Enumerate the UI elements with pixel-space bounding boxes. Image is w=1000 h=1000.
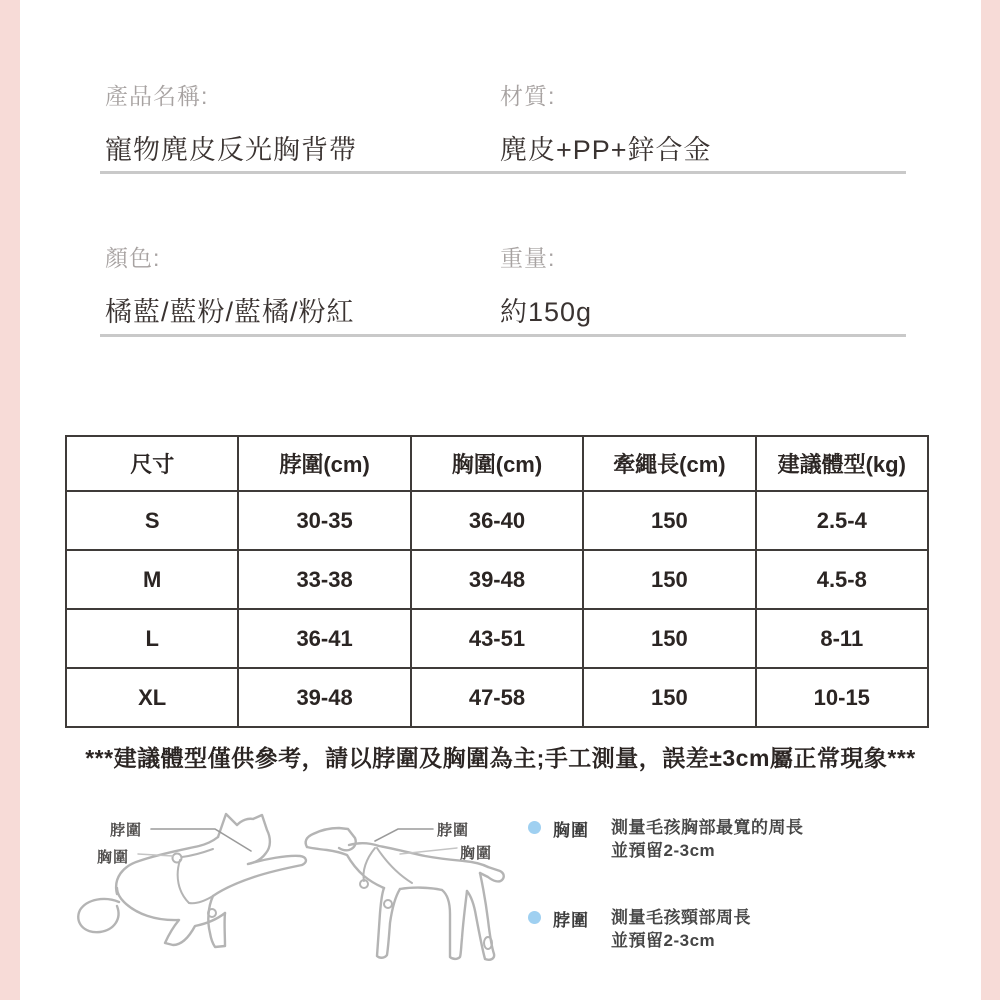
bullet-dot-icon xyxy=(528,821,541,834)
cell: 39-48 xyxy=(411,550,583,609)
cell: 150 xyxy=(583,550,755,609)
cell: S xyxy=(66,491,238,550)
col-neck: 脖圍(cm) xyxy=(238,436,410,491)
cat-neck-label: 脖圍 xyxy=(110,822,143,839)
cell: 10-15 xyxy=(756,668,928,727)
cell: 2.5-4 xyxy=(756,491,928,550)
size-table xyxy=(65,435,929,728)
cell: 4.5-8 xyxy=(756,550,928,609)
material-value: 麂皮+PP+鋅合金 xyxy=(500,135,712,165)
col-size: 尺寸 xyxy=(66,436,238,491)
field-color xyxy=(105,240,355,329)
cell: 8-11 xyxy=(756,609,928,668)
table-row xyxy=(66,491,928,550)
cell: 33-38 xyxy=(238,550,410,609)
color-label: 顏色: xyxy=(105,245,161,271)
field-weight xyxy=(500,240,592,329)
instruction-chest xyxy=(528,816,804,862)
instruction-text xyxy=(611,906,751,952)
instruction-line: 測量毛孩胸部最寬的周長 xyxy=(611,818,804,837)
divider-line-2 xyxy=(100,334,906,337)
pink-border-left xyxy=(0,0,20,1000)
cell: M xyxy=(66,550,238,609)
cell: 30-35 xyxy=(238,491,410,550)
cell: L xyxy=(66,609,238,668)
table-row xyxy=(66,550,928,609)
cell: 150 xyxy=(583,609,755,668)
instruction-neck xyxy=(528,906,751,952)
size-table-header-row xyxy=(66,436,928,491)
cell: 150 xyxy=(583,491,755,550)
product-name-value: 寵物麂皮反光胸背帶 xyxy=(105,135,357,165)
color-value: 橘藍/藍粉/藍橘/粉紅 xyxy=(105,297,355,327)
instruction-text xyxy=(611,816,804,862)
cell: 36-40 xyxy=(411,491,583,550)
bullet-dot-icon xyxy=(528,911,541,924)
dog-chest-label: 胸圍 xyxy=(460,845,493,862)
instruction-term: 脖圍 xyxy=(553,911,589,930)
col-leash: 牽繩長(cm) xyxy=(583,436,755,491)
table-row xyxy=(66,609,928,668)
table-row xyxy=(66,668,928,727)
cell: 36-41 xyxy=(238,609,410,668)
cell: 43-51 xyxy=(411,609,583,668)
col-weight-rec: 建議體型(kg) xyxy=(756,436,928,491)
instruction-term: 胸圍 xyxy=(553,821,589,840)
disclaimer-note: ***建議體型僅供參考，請以脖圍及胸圍為主;手工測量，誤差±3cm屬正常現象*** xyxy=(85,745,916,771)
cell: 47-58 xyxy=(411,668,583,727)
divider-line-1 xyxy=(100,171,906,174)
field-product-name xyxy=(105,78,357,167)
cell: 39-48 xyxy=(238,668,410,727)
weight-label: 重量: xyxy=(500,245,556,271)
instruction-line: 測量毛孩頸部周長 xyxy=(611,908,751,927)
cell: XL xyxy=(66,668,238,727)
cell: 150 xyxy=(583,668,755,727)
dog-neck-label: 脖圍 xyxy=(437,822,470,839)
cat-chest-label: 胸圍 xyxy=(97,849,130,866)
instruction-line: 並預留2-3cm xyxy=(611,841,716,860)
material-label: 材質: xyxy=(500,83,556,109)
instruction-line: 並預留2-3cm xyxy=(611,931,716,950)
product-name-label: 產品名稱: xyxy=(105,83,209,109)
weight-value: 約150g xyxy=(500,297,593,327)
col-chest: 胸圍(cm) xyxy=(411,436,583,491)
field-material xyxy=(500,78,712,167)
pink-border-right xyxy=(981,0,1000,1000)
